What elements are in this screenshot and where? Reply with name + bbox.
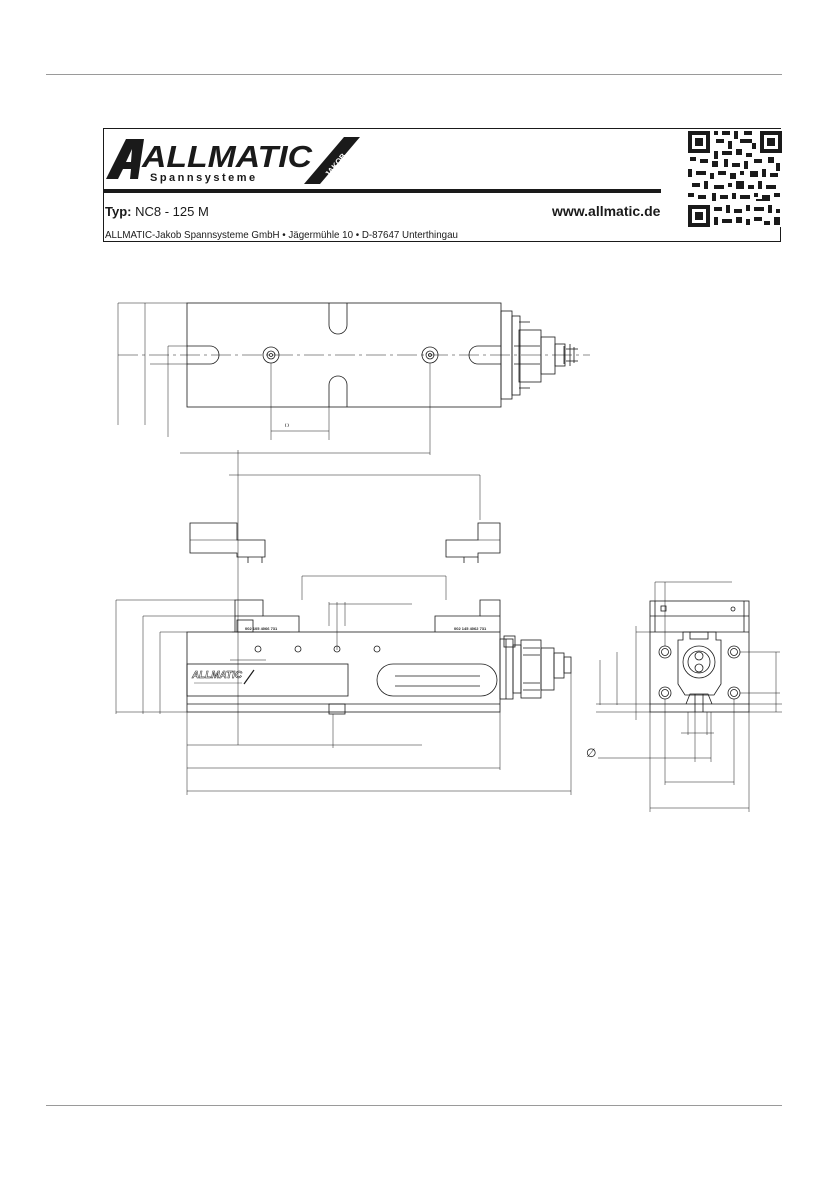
website-link[interactable]: www.allmatic.de bbox=[552, 203, 661, 219]
bottom-rule bbox=[46, 1105, 782, 1106]
svg-text:JAKOB: JAKOB bbox=[323, 151, 349, 179]
left-jaw-code: 002 105 4066 731 bbox=[245, 626, 278, 631]
front-view bbox=[116, 576, 571, 795]
side-view bbox=[596, 582, 782, 812]
type-label: Typ: bbox=[105, 204, 132, 219]
diameter-symbol: ∅ bbox=[586, 746, 597, 760]
company-address: ALLMATIC-Jakob Spannsysteme GmbH • Jägermühle 10 • D-87647 Unterthingau bbox=[105, 229, 458, 241]
top-view bbox=[118, 303, 590, 455]
jaws-view bbox=[190, 450, 500, 745]
nameplate-logo bbox=[191, 670, 254, 684]
svg-text:ALLMATIC: ALLMATIC bbox=[191, 670, 243, 681]
svg-text:Spannsysteme: Spannsysteme bbox=[150, 172, 258, 184]
type-value: NC8 - 125 M bbox=[135, 204, 209, 219]
bracket-dimension-label: ( ) bbox=[285, 422, 289, 427]
svg-text:ALLMATIC: ALLMATIC bbox=[140, 139, 313, 174]
right-jaw-code: 002 145 4062 731 bbox=[454, 626, 487, 631]
